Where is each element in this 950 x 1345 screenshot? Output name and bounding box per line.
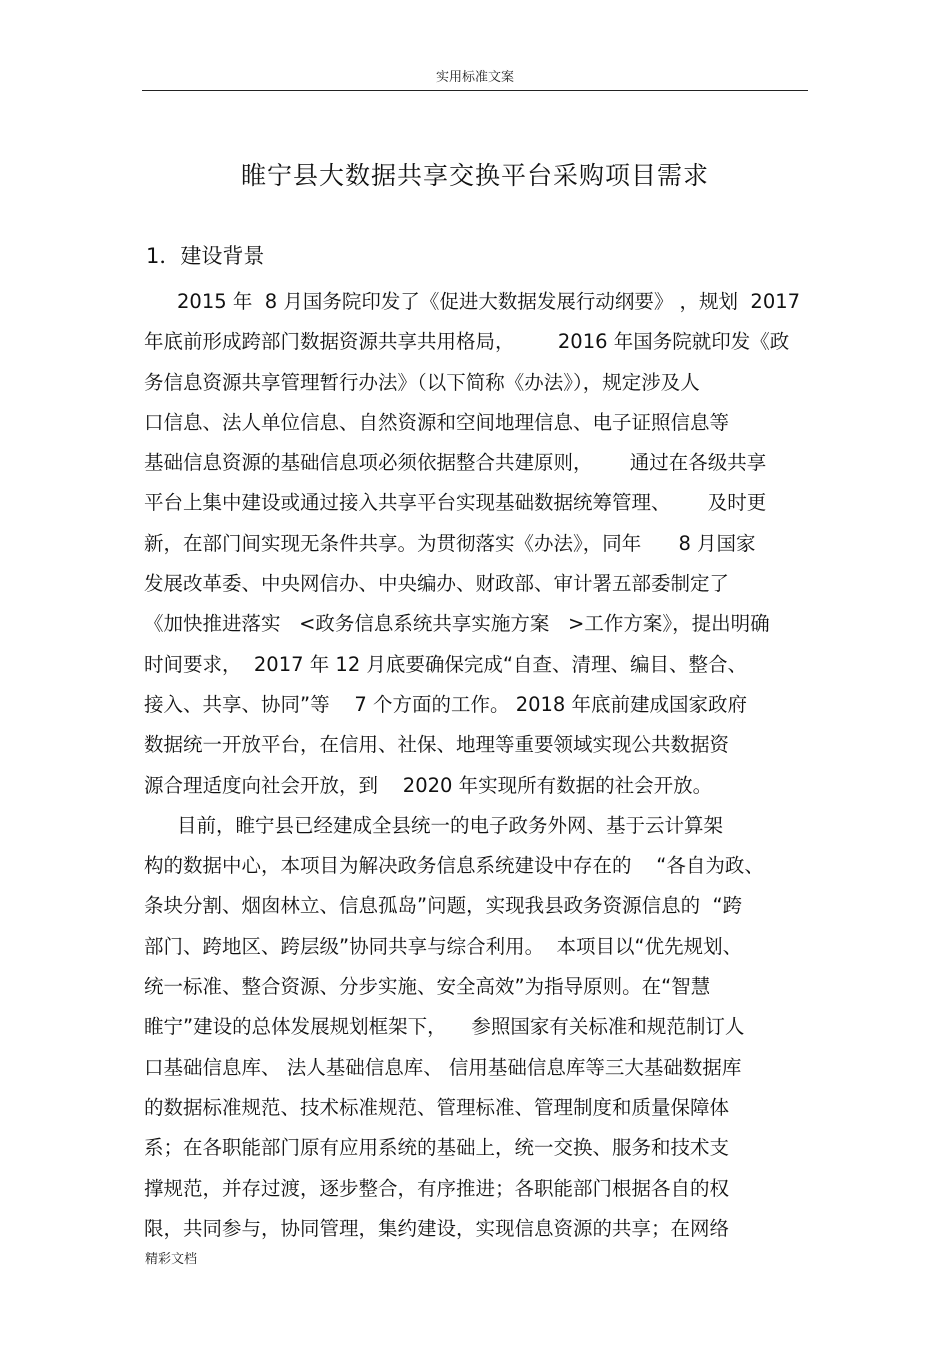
paragraph-line: 口信息、法人单位信息、自然资源和空间地理信息、电子证照信息等 (144, 410, 730, 434)
paragraph-line: 《加快推进落实 <政务信息系统共享实施方案 >工作方案》，提出明确 (144, 612, 770, 636)
paragraph-line: 的数据标准规范、技术标准规范、管理标准、管理制度和质量保障体 (144, 1095, 730, 1119)
page-header: 实用标准文案 (435, 70, 514, 85)
paragraph-line: 年底前形成跨部门数据资源共享共用格局， 2016 年国务院就印发《政 (144, 330, 790, 354)
page-footer: 精彩文档 (145, 1252, 198, 1267)
header-divider (142, 90, 808, 91)
paragraph-line: 发展改革委、中央网信办、中央编办、财政部、审计署五部委制定了 (144, 572, 730, 596)
paragraph-1 (144, 282, 814, 806)
paragraph-line: 睢宁”建设的总体发展规划框架下， 参照国家有关标准和规范制订人 (144, 1015, 745, 1039)
paragraph-line: 源合理适度向社会开放，到 2020 年实现所有数据的社会开放。 (144, 773, 713, 797)
paragraph-line: 口基础信息库、 法人基础信息库、 信用基础信息库等三大基础数据库 (144, 1055, 742, 1079)
paragraph-line: 时间要求， 2017 年 12 月底要确保完成“自查、清理、编目、整合、 (144, 652, 748, 676)
paragraph-line: 条块分割、烟囱林立、信息孤岛”问题，实现我县政务资源信息的 “跨 (144, 894, 743, 918)
paragraph-line: 部门、跨地区、跨层级”协同共享与综合利用。 本项目以“优先规划、 (144, 934, 743, 958)
paragraph-line: 撑规范，并存过渡，逐步整合，有序推进；各职能部门根据各自的权 (144, 1176, 730, 1200)
paragraph-line: 基础信息资源的基础信息项必须依据整合共建原则， 通过在各级共享 (144, 451, 767, 475)
paragraph-line: 构的数据中心，本项目为解决政务信息系统建设中存在的 “各自为政、 (144, 854, 764, 878)
paragraph-line: 务信息资源共享管理暂行办法》（以下简称《办法》），规定涉及人 (144, 370, 700, 394)
paragraph-line: 目前，睢宁县已经建成全县统一的电子政务外网、基于云计算架 (177, 813, 724, 837)
paragraph-2 (144, 806, 814, 1249)
paragraph-line: 系；在各职能部门原有应用系统的基础上，统一交换、服务和技术支 (144, 1136, 730, 1160)
paragraph-line: 统一标准、整合资源、分步实施、安全高效”为指导原则。在“智慧 (144, 975, 711, 999)
paragraph-line: 新，在部门间实现无条件共享。为贯彻落实《办法》，同年 8 月国家 (144, 531, 756, 555)
paragraph-line: 平台上集中建设或通过接入共享平台实现基础数据统筹管理、 及时更 (144, 491, 767, 515)
paragraph-line: 2015 年 8 月国务院印发了《促进大数据发展行动纲要》 ，规划 2017 (177, 290, 801, 313)
paragraph-line: 接入、共享、协同”等 7 个方面的工作。 2018 年底前建成国家政府 (144, 692, 748, 716)
body-text (144, 282, 814, 1249)
paragraph-line: 数据统一开放平台，在信用、社保、地理等重要领域实现公共数据资 (144, 733, 730, 757)
document-title: 睢宁县大数据共享交换平台采购项目需求 (240, 161, 709, 190)
paragraph-line: 限，共同参与，协同管理，集约建设，实现信息资源的共享；在网络 (144, 1216, 730, 1240)
section-heading: 1．建设背景 (146, 244, 265, 268)
